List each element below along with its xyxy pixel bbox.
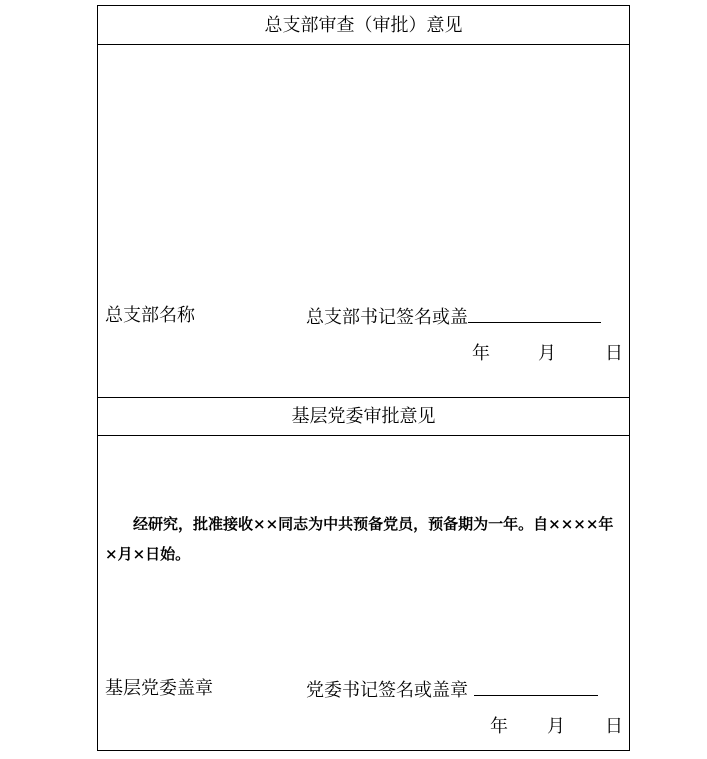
branch-secretary-sign-label (306, 306, 601, 328)
section2-title-divider (98, 435, 629, 436)
approval-form (97, 5, 630, 751)
section1-title: 总支部审查（审批）意见 (264, 15, 463, 36)
committee-secretary-sign-text: 党委书记签名或盖章 (306, 680, 468, 701)
section1-date-month: 月 (538, 343, 556, 364)
committee-secretary-sign-blank[interactable] (474, 679, 598, 696)
committee-seal-label: 基层党委盖章 (105, 678, 213, 699)
section1-date-year: 年 (472, 343, 490, 364)
section-divider (98, 397, 629, 398)
section2-date-month: 月 (547, 716, 565, 737)
section1-title-divider (98, 44, 629, 45)
branch-secretary-sign-text: 总支部书记签名或盖 (306, 307, 468, 328)
section2-date-year: 年 (490, 716, 508, 737)
section2-date-day: 日 (605, 716, 623, 737)
branch-name-label: 总支部名称 (105, 305, 195, 326)
committee-secretary-sign-label (306, 679, 598, 701)
approval-statement: 经研究，批准接收××同志为中共预备党员，预备期为一年。自××××年×月×日始。 (105, 515, 614, 563)
section2-title: 基层党委审批意见 (291, 406, 436, 427)
section1-date-day: 日 (605, 343, 623, 364)
branch-secretary-sign-blank[interactable] (468, 306, 601, 323)
